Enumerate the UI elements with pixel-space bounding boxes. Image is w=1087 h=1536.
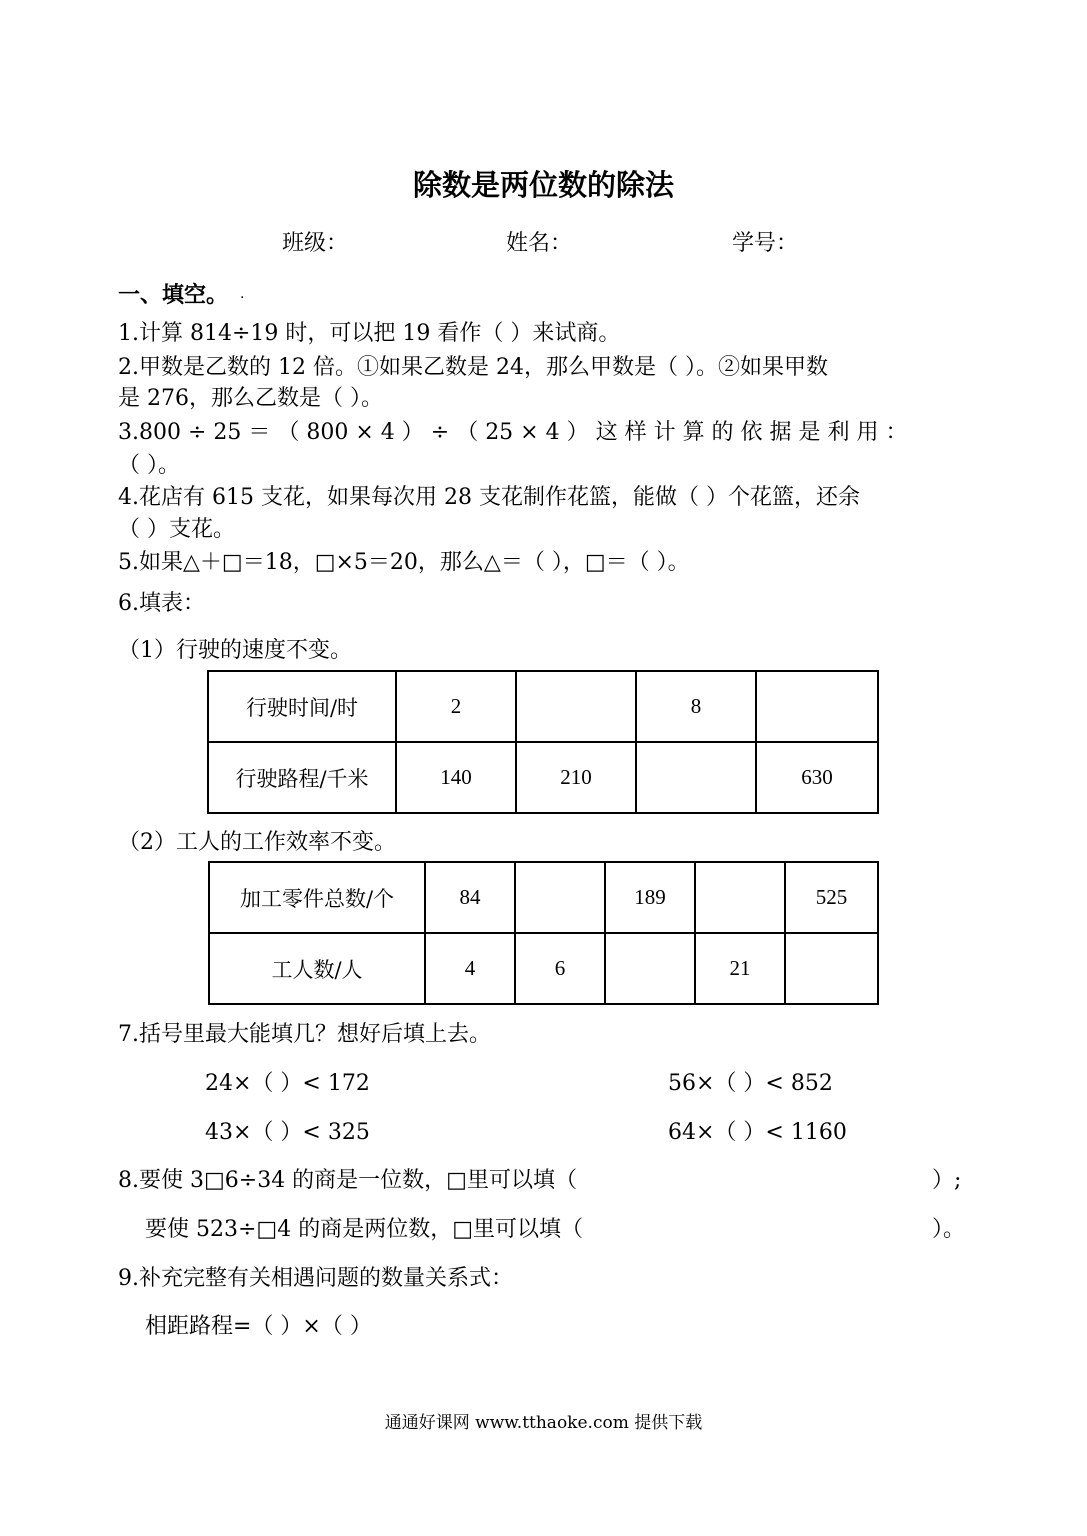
table-cell: 189 <box>605 862 695 933</box>
question-8-line-2-end: ）。 <box>932 1217 966 1242</box>
question-8-line-2: 要使 523÷□4 的商是两位数，□里可以填（ <box>145 1217 583 1242</box>
question-8-line-1: 8.要使 3□6÷34 的商是一位数，□里可以填（ <box>118 1168 577 1193</box>
footer-credit: 通通好课网 www.tthaoke.com 提供下载 <box>384 1413 703 1433</box>
table-row-label: 行驶路程/千米 <box>208 742 396 813</box>
question-2-line-2: 是 276，那么乙数是（ ）。 <box>118 386 383 411</box>
question-4-line-2: （ ）支花。 <box>118 517 235 542</box>
worker-table <box>208 861 879 1005</box>
question-7-item: 64×（ ）< 1160 <box>668 1120 847 1145</box>
class-label: 班级： <box>282 231 349 256</box>
table-cell: 21 <box>695 933 785 1004</box>
question-3-line-1: 3.800 ÷ 25 ＝ （ 800 × 4 ） ÷ （ 25 × 4 ） 这 样 计 算 的 依 据 是 利 用 ： <box>118 420 908 445</box>
table-cell: 84 <box>425 862 515 933</box>
page-title: 除数是两位数的除法 <box>412 168 674 202</box>
student-id-label: 学号： <box>732 231 799 256</box>
table-cell <box>605 933 695 1004</box>
section-heading-mark: . <box>240 286 245 302</box>
question-9: 9.补充完整有关相遇问题的数量关系式： <box>118 1266 513 1291</box>
table-cell: 4 <box>425 933 515 1004</box>
table-cell: 8 <box>636 671 756 742</box>
table-row-label: 加工零件总数/个 <box>209 862 425 933</box>
question-8-line-1-end: ）; <box>932 1168 962 1193</box>
question-6-part-2: （2）工人的工作效率不变。 <box>118 830 396 855</box>
table-cell: 630 <box>756 742 878 813</box>
table-cell <box>695 862 785 933</box>
question-6: 6.填表： <box>118 591 205 616</box>
table-row-label: 行驶时间/时 <box>208 671 396 742</box>
table-cell: 525 <box>785 862 878 933</box>
table-cell <box>515 862 605 933</box>
question-4-line-1: 4.花店有 615 支花，如果每次用 28 支花制作花篮，能做（ ）个花篮，还余 <box>118 485 860 510</box>
question-3-line-2: （ ）。 <box>118 453 180 478</box>
table-cell <box>636 742 756 813</box>
speed-table <box>207 670 879 814</box>
table-row-label: 工人数/人 <box>209 933 425 1004</box>
name-label: 姓名： <box>506 231 573 256</box>
question-1: 1.计算 814÷19 时，可以把 19 看作（ ）来试商。 <box>118 321 621 346</box>
table-cell <box>756 671 878 742</box>
question-7-item: 56×（ ）< 852 <box>668 1071 833 1096</box>
question-7-item: 24×（ ）< 172 <box>205 1071 370 1096</box>
question-6-part-1: （1）行驶的速度不变。 <box>118 638 352 663</box>
question-9-formula: 相距路程=（ ）×（ ） <box>145 1314 372 1339</box>
table-cell: 140 <box>396 742 516 813</box>
table-cell: 6 <box>515 933 605 1004</box>
section-heading-fill-blank: 一、填空。 <box>118 282 229 308</box>
question-2-line-1: 2.甲数是乙数的 12 倍。①如果乙数是 24，那么甲数是（ ）。②如果甲数 <box>118 355 828 380</box>
table-cell: 2 <box>396 671 516 742</box>
table-cell: 210 <box>516 742 636 813</box>
question-7-item: 43×（ ）< 325 <box>205 1120 370 1145</box>
table-cell <box>785 933 878 1004</box>
question-5: 5.如果△＋□＝18，□×5＝20，那么△＝（ ），□＝（ ）。 <box>118 550 690 575</box>
question-7: 7.括号里最大能填几？想好后填上去。 <box>118 1022 491 1047</box>
table-cell <box>516 671 636 742</box>
